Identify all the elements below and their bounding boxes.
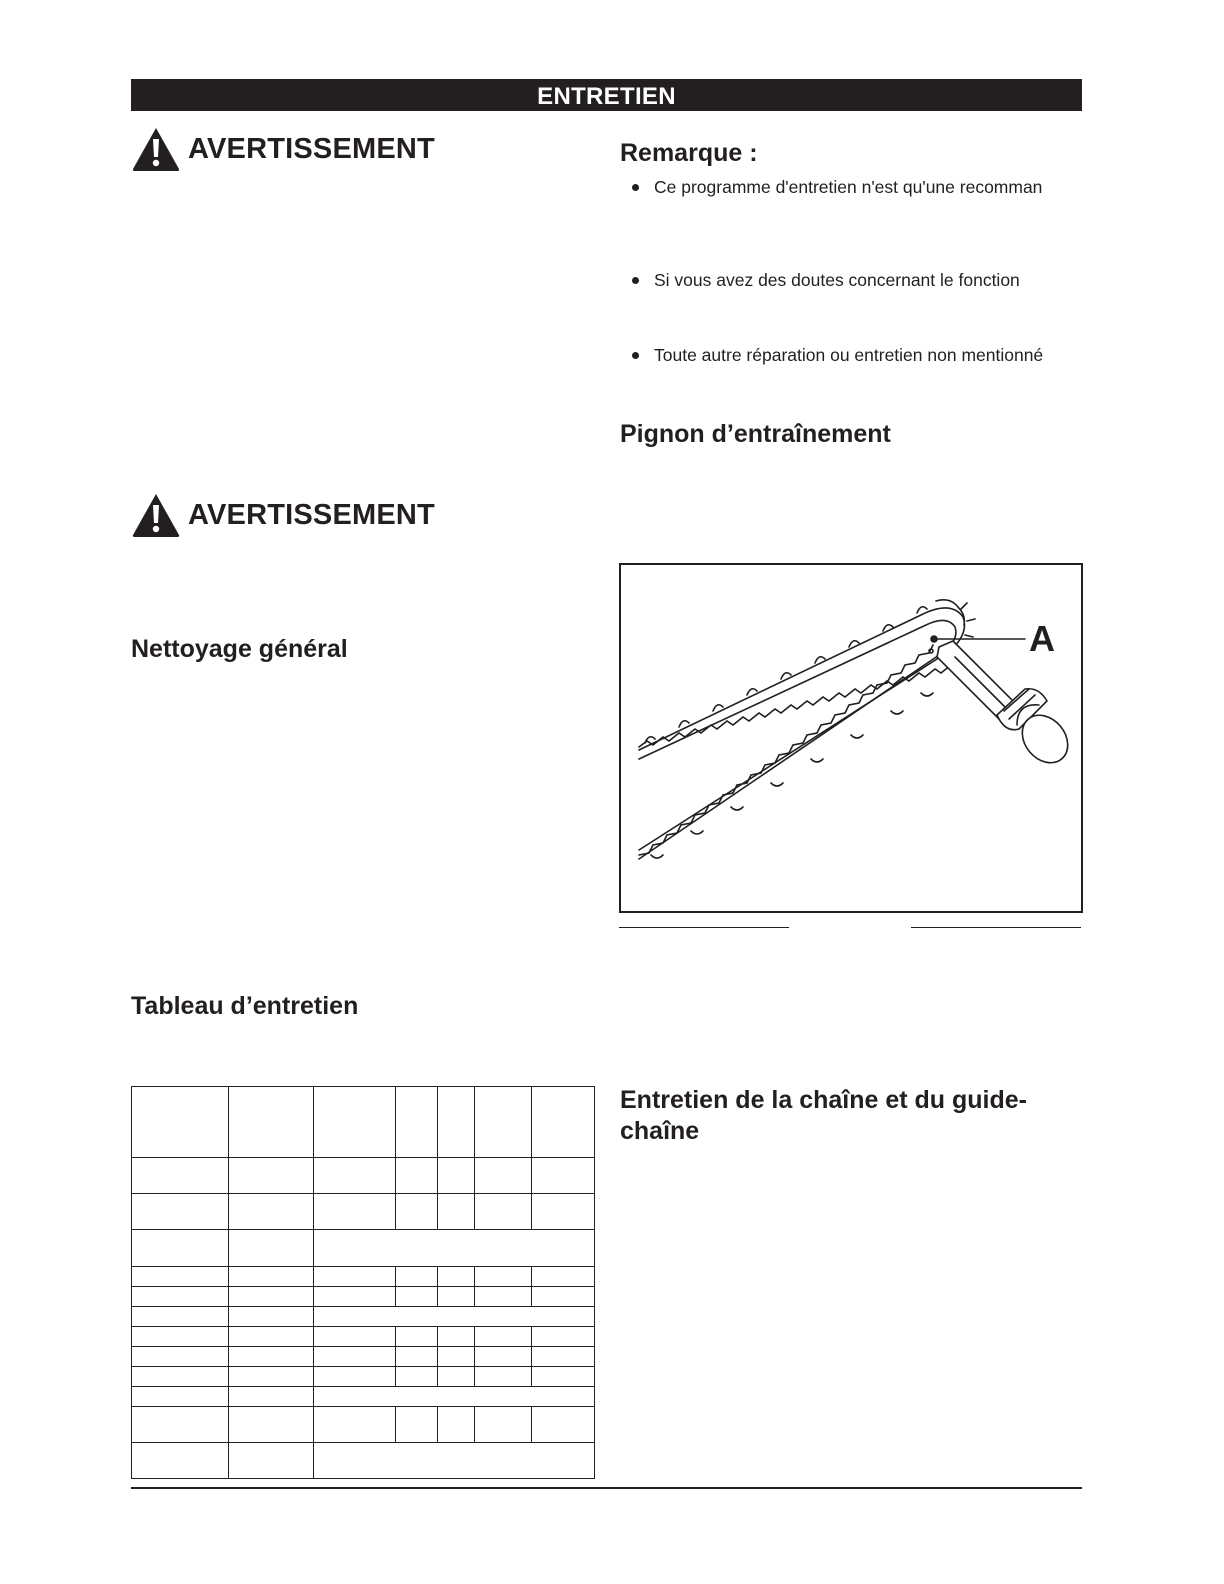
- maintenance-table: [131, 1086, 595, 1479]
- table-row: [132, 1443, 595, 1479]
- table-row: [132, 1267, 595, 1287]
- note-bullet-text: Si vous avez des doutes concernant le fonction: [654, 270, 1020, 290]
- figure-callout-label: A: [1029, 618, 1055, 659]
- chain-heading-line-2: chaîne: [620, 1117, 700, 1145]
- note-bullet: [620, 177, 1042, 198]
- chain-maintenance-heading: [620, 1085, 1027, 1147]
- note-bullet: [620, 345, 1043, 366]
- footer-rule: [131, 1487, 1082, 1489]
- caption-rule-right: [911, 927, 1081, 928]
- chain-bar-illustration: [621, 565, 1081, 911]
- sprocket-figure: [619, 563, 1083, 913]
- sprocket-heading: Pignon d’entraînement: [620, 420, 891, 448]
- note-bullet-text: Ce programme d'entretien n'est qu'une recomman: [654, 177, 1043, 197]
- chain-heading-line-1: Entretien de la chaîne et du guide-: [620, 1086, 1028, 1114]
- table-row: [132, 1327, 595, 1347]
- warning-triangle-icon: [131, 492, 181, 538]
- note-heading: Remarque :: [620, 139, 758, 167]
- table-row: [132, 1347, 595, 1367]
- warning-label: AVERTISSEMENT: [188, 132, 435, 165]
- note-bullet: [620, 270, 1020, 291]
- note-bullet-text: Toute autre réparation ou entretien non mentionné: [654, 345, 1044, 365]
- table-row: [132, 1407, 595, 1443]
- warning-triangle-icon: [131, 126, 181, 172]
- table-row: [132, 1367, 595, 1387]
- maintenance-table-heading: Tableau d’entretien: [131, 992, 359, 1020]
- warning-block-2: [131, 492, 435, 538]
- section-header: ENTRETIEN: [131, 79, 1082, 111]
- table-header-row: [132, 1087, 595, 1158]
- bullet-dot-icon: [632, 277, 639, 284]
- table-row: [132, 1230, 595, 1267]
- table-row: [132, 1194, 595, 1230]
- bullet-dot-icon: [632, 184, 639, 191]
- table-row: [132, 1307, 595, 1327]
- bullet-dot-icon: [632, 352, 639, 359]
- table-row: [132, 1387, 595, 1407]
- warning-label: AVERTISSEMENT: [188, 498, 435, 531]
- warning-block-1: [131, 126, 435, 172]
- table-row: [132, 1158, 595, 1194]
- table-row: [132, 1287, 595, 1307]
- cleaning-heading: Nettoyage général: [131, 635, 348, 663]
- caption-rule-left: [619, 927, 789, 928]
